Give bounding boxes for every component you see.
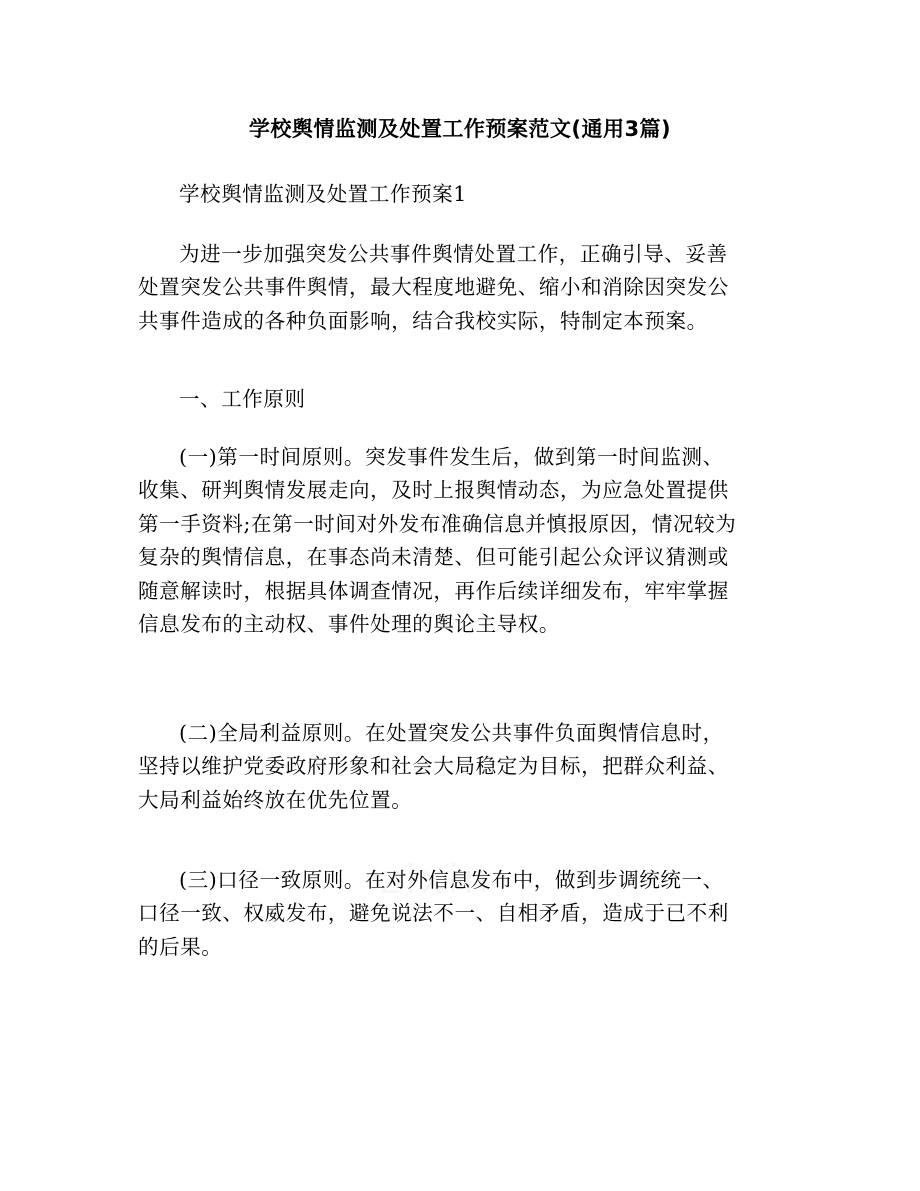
principle-line: (一)第一时间原则。突发事件发生后，做到第一时间监测、 (179, 445, 724, 469)
principle-line: 第一手资料;在第一时间对外发布准确信息并慎报原因，情况较为 (138, 511, 737, 536)
principle-line: 随意解读时，根据具体调查情况，再作后续详细发布，牢牢掌握 (138, 578, 729, 603)
intro-line: 为进一步加强突发公共事件舆情处置工作，正确引导、妥善 (179, 242, 728, 266)
intro-line: 处置突发公共事件舆情，最大程度地避免、缩小和消除因突发公 (138, 275, 729, 300)
section-subtitle: 学校舆情监测及处置工作预案1 (179, 182, 467, 206)
principle-line: 复杂的舆情信息，在事态尚未清楚、但可能引起公众评议猜测或 (138, 545, 729, 570)
section-heading: 一、工作原则 (179, 387, 306, 411)
principle-line: 收集、研判舆情发展走向，及时上报舆情动态，为应急处置提供 (138, 478, 729, 503)
principle-line: 坚持以维护党委政府形象和社会大局稳定为目标，把群众利益、 (138, 754, 729, 779)
intro-line: 共事件造成的各种负面影响，结合我校实际，特制定本预案。 (138, 308, 708, 333)
principle-paragraph-1 (138, 441, 782, 641)
principle-paragraph-3 (138, 864, 782, 964)
principle-line: 大局利益始终放在优先位置。 (138, 787, 413, 812)
principle-line: 信息发布的主动权、事件处理的舆论主导权。 (138, 612, 560, 637)
document-title: 学校舆情监测及处置工作预案范文(通用3篇) (248, 117, 672, 141)
principle-line: 口径一致、权威发布，避免说法不一、自相矛盾，造成于已不利 (138, 901, 729, 926)
principle-line: 的后果。 (138, 934, 223, 959)
principle-line: (二)全局利益原则。在处置突发公共事件负面舆情信息时， (179, 721, 724, 745)
intro-paragraph (138, 238, 782, 338)
principle-paragraph-2 (138, 717, 782, 817)
principle-line: (三)口径一致原则。在对外信息发布中，做到步调统统一、 (179, 868, 724, 892)
